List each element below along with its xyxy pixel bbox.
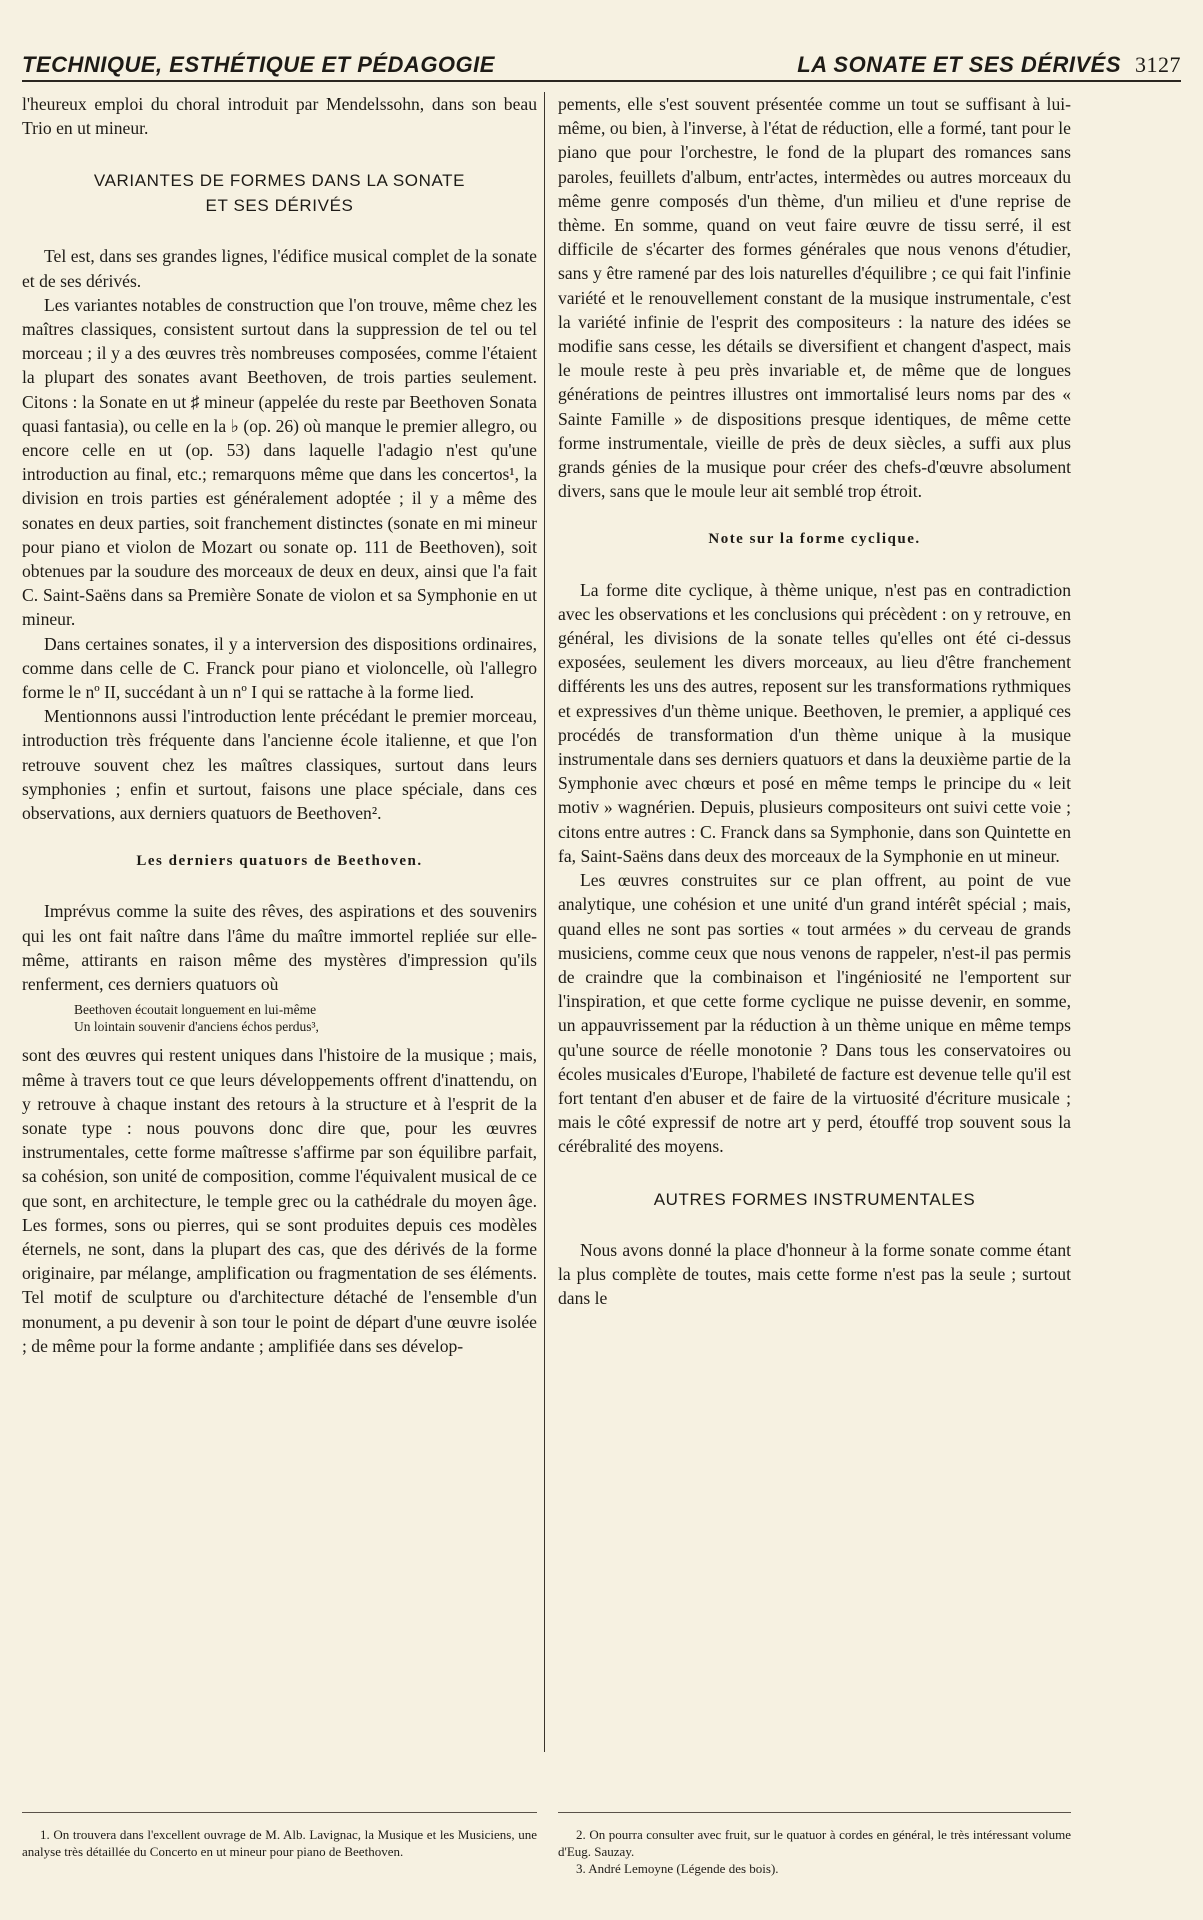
paragraph: pements, elle s'est souvent présentée comme un tout se suffisant à lui-même, ou bien, à l'inverse, à l'état de réduction, elle a formé, tant pour le piano que pour l'orchestre, le fond de la plupart des romances sans paroles, feuillets d'album, entr'actes, intermèdes ou autres morceaux du même genre composés d'un thème, d'un milieu et d'une reprise de thème. En somme, quand on veut faire œuvre de tissu serré, il est difficile de s'écarter des formes générales que nous venons d'étudier, sans y être ramené par des lois naturelles d'équilibre ; ce qui fait l'infinie variété et le renouvellement constant de la musique instrumentale, c'est la variété infinie de l'esprit des compositeurs : la nature des idées se modifie sans cesse, les détails se diversifient et changent d'aspect, mais le moule reste à peu près invariable et, de même que de longues générations de peintres illustres ont immortalisé leurs noms par des « Sainte Famille » de dispositions presque identiques, de même cette forme instrumentale, vieille de près de deux siècles, a suffi aux plus grands génies de la musique pour créer des chefs-d'œuvre absolument divers, sans que le moule leur ait semblé trop étroit. bbox=[558, 94, 1071, 502]
header-left-title: TECHNIQUE, ESTHÉTIQUE ET PÉDAGOGIE bbox=[22, 52, 495, 77]
paragraph: Tel est, dans ses grandes lignes, l'édifice musical complet de la sonate et de ses dérivés. bbox=[22, 246, 537, 291]
footnote: 3. André Lemoyne (Légende des bois). bbox=[576, 1861, 779, 1876]
paragraph: Dans certaines sonates, il y a interversion des dispositions ordinaires, comme dans celle de C. Franck pour piano et violoncelle, où l'allegro forme le nº II, succédant à un nº I qui se rattache à la forme lied. bbox=[22, 633, 537, 703]
page-number: 3127 bbox=[1135, 52, 1181, 77]
section-title-variantes bbox=[22, 168, 537, 218]
footnote-rule bbox=[558, 1812, 1071, 1813]
paragraph: Mentionnons aussi l'introduction lente précédant le premier morceau, introduction très fréquente dans l'ancienne école italienne, et que l'on retrouve souvent chez les maîtres classiques, surtout dans leurs symphonies ; enfin et surtout, faisons une place spéciale, dans ces observations, aux derniers quatuors de Beethoven². bbox=[22, 706, 537, 824]
header-right-title: LA SONATE ET SES DÉRIVÉS bbox=[797, 52, 1121, 77]
section-title-line: VARIANTES DE FORMES DANS LA SONATE bbox=[93, 171, 466, 191]
paragraph: Les variantes notables de construction que l'on trouve, même chez les maîtres classiques, consistent surtout dans la suppression de tel ou tel morceau ; il y a des œuvres très nombreuses composées, comme l'étaient la plupart des sonates avant Beethoven, de trois parties seulement. Citons : la Sonate en ut ♯ mineur (appelée du reste par Beethoven Sonata quasi fantasia), ou celle en la ♭ (op. 26) où manque le premier allegro, ou encore celle en ut (op. 53) dans laquelle l'adagio n'est qu'une introduction au final, etc.; remarquons même que dans les concertos¹, la division en trois parties est généralement adoptée ; il y a même des sonates en deux parties, soit franchement distinctes (sonate en mi mineur pour piano et violon de Mozart ou sonate op. 111 de Beethoven), soit obtenues par la soudure des morceaux de deux en deux, ainsi que l'a fait C. Saint-Saëns dans sa Première Sonate de violon et sa Symphonie en ut mineur. bbox=[22, 294, 537, 630]
footnote: 2. On pourra consulter avec fruit, sur le quatuor à cordes en général, le très intéressant volume d'Eug. Sauzay. bbox=[558, 1827, 1071, 1859]
paragraph: La forme dite cyclique, à thème unique, n'est pas en contradiction avec les observations et les conclusions qui précèdent : on y retrouve, en général, les divisions de la sonate telles qu'elles ont été ci-dessus exposées, seulement les divers morceaux, au lieu d'être franchement différents les uns des autres, reposent sur les transformations rythmiques et expressives d'un thème unique. Beethoven, le premier, a appliqué ces procédés de transformation d'un thème unique à la musique instrumentale dans ses derniers quatuors et dans la deuxième partie de la Symphonie avec chœurs et posé en même temps le principe du « leit motiv » wagnérien. Depuis, plusieurs compositeurs ont suivi cette voie ; citons entre autres : C. Franck dans sa Symphonie, dans son Quintette en fa, Saint-Saëns dans deux des morceaux de la Symphonie en ut mineur. bbox=[558, 579, 1071, 866]
section-title-line: ET SES DÉRIVÉS bbox=[205, 196, 354, 216]
section-title-autres-formes: AUTRES FORMES INSTRUMENTALES bbox=[653, 1189, 976, 1209]
intro-paragraph: l'heureux emploi du choral introduit par Mendelssohn, dans son beau Trio en ut mineur. bbox=[22, 94, 537, 139]
right-column bbox=[558, 92, 1071, 1310]
quote-line: Un lointain souvenir d'anciens échos perdus³, bbox=[74, 1018, 319, 1034]
running-header bbox=[22, 50, 1181, 82]
verse-quote bbox=[22, 1002, 537, 1035]
footnotes-right bbox=[558, 1826, 1071, 1877]
left-column bbox=[22, 92, 537, 1358]
footnote: 1. On trouvera dans l'excellent ouvrage de M. Alb. Lavignac, la Musique et les Musiciens, une analyse très détaillée du Concerto en ut mineur pour piano de Beethoven. bbox=[22, 1827, 537, 1859]
paragraph: Imprévus comme la suite des rêves, des aspirations et des souvenirs qui les ont fait naître dans l'âme du maître immortel repliée sur elle-même, attirants en raison même des mystères d'impression qu'ils renferment, ces derniers quatuors où bbox=[22, 901, 537, 995]
footnote-rule bbox=[22, 1812, 537, 1813]
paragraph: sont des œuvres qui restent uniques dans l'histoire de la musique ; mais, même à travers tout ce que leurs développements offrent d'inattendu, on y retrouve à chaque instant des retours à la structure et à l'esprit de la sonate type : nous pouvons donc dire que, pour les œuvres instrumentales, cette forme maîtresse s'affirme par son équilibre parfait, sa cohésion, son unité de composition, comme l'équivalent musical de ce que sont, en architecture, le temple grec ou la cathédrale du moyen âge. Les formes, sons ou pierres, qui se sont produites depuis ces modèles éternels, ne sont, dans la plupart des cas, que des dérivés de la forme originaire, par mélange, amplification ou fragmentation de ses éléments. Tel motif de sculpture ou d'architecture détaché de l'ensemble d'un monument, a pu devenir à son tour le point de départ d'une œuvre isolée ; de même pour la forme andante ; amplifiée dans ses dévelop- bbox=[22, 1045, 537, 1356]
paragraph: Les œuvres construites sur ce plan offrent, au point de vue analytique, une cohésion et une unité d'un grand intérêt spécial ; mais, quand elles ne sont pas sorties « tout armées » du cerveau de grands musiciens, comme ceux que nous venons de rappeler, n'est-il pas permis de craindre que la combinaison et l'ingéniosité ne l'emportent sur l'inspiration, et que cette forme cyclique ne puisse devenir, en somme, un appauvrissement par la réduction à un thème unique en même temps qu'une source de réelle monotonie ? Dans tous les conservatoires ou écoles musicales d'Europe, l'habileté de facture est devenue telle qu'il est fort tentant d'en abuser et de faire de la virtuosité d'écriture musicale ; mais le côté expressif de notre art y perd, étouffé trop souvent sous la cérébralité des moyens. bbox=[558, 870, 1071, 1157]
paragraph: Nous avons donné la place d'honneur à la forme sonate comme étant la plus complète de toutes, mais cette forme n'est pas la seule ; surtout dans le bbox=[558, 1239, 1071, 1308]
footnotes-left bbox=[22, 1826, 537, 1860]
column-divider bbox=[544, 92, 545, 1752]
subheading-forme-cyclique: Note sur la forme cyclique. bbox=[708, 531, 921, 548]
quote-line: Beethoven écoutait longuement en lui-même bbox=[74, 1002, 317, 1018]
subheading-derniers-quatuors: Les derniers quatuors de Beethoven. bbox=[136, 853, 423, 870]
